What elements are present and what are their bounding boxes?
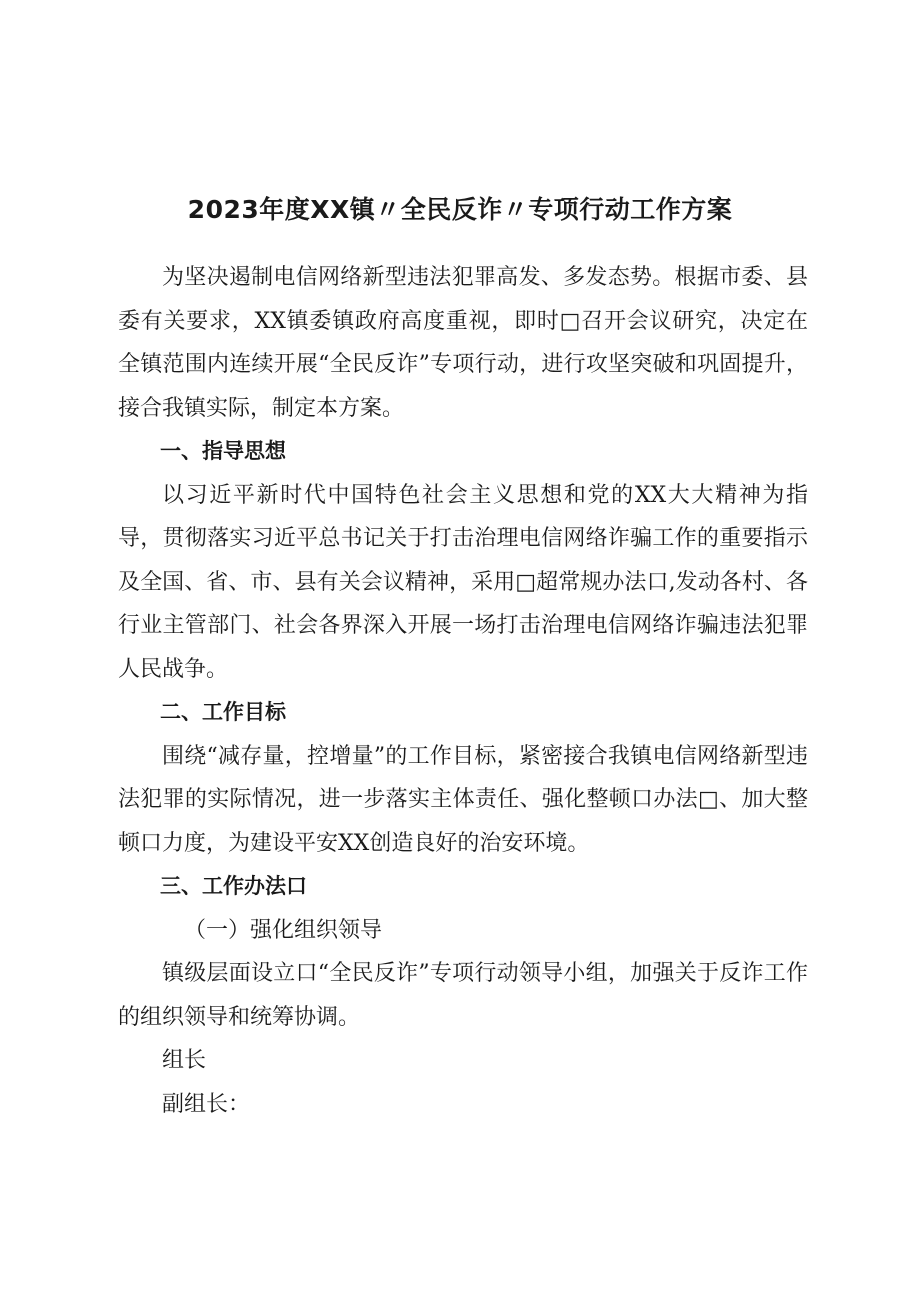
section-3-subheading-1: （一）强化组织领导 <box>184 917 383 943</box>
section-2-heading: 二、工作目标 <box>160 700 286 724</box>
section-3-heading: 三、工作办法口 <box>160 874 307 898</box>
section-1-paragraph: 以习近平新时代中国特色社会主义思想和党的XX大大精神为指导，贯彻落实习近平总书记关于打击治理电信网络诈骗工作的重要指示及全国、省、市、县有关会议精神，采用□超常规办法口,发动各村、各行业主管部门、社会各界深入开展一场打击治理电信网络诈骗违法犯罪人民战争。 <box>118 482 808 682</box>
section-3-paragraph-1: 镇级层面设立口“全民反诈”专项行动领导小组，加强关于反诈工作的组织领导和统筹协调。 <box>118 961 808 1030</box>
leader-label: 组长 <box>162 1048 207 1073</box>
section-2-paragraph: 围绕“减存量，控增量”的工作目标，紧密接合我镇电信网络新型违法犯罪的实际情况，进一步落实主体责任、强化整顿口办法□、加大整顿口力度，为建设平安XX创造良好的治安环境。 <box>118 743 808 856</box>
document-title: 2023年度XX镇〃全民反诈〃专项行动工作方案 <box>187 195 733 224</box>
deputy-leader-label: 副组长： <box>162 1091 251 1117</box>
document-body <box>118 256 808 1126</box>
intro-paragraph: 为坚决遏制电信网络新型违法犯罪高发、多发态势。根据市委、县委有关要求，XX镇委镇政府高度重视，即时□召开会议研究，决定在全镇范围内连续开展“全民反诈”专项行动，进行攻坚突破和巩固提升，接合我镇实际，制定本方案。 <box>118 265 808 421</box>
section-1-heading: 一、指导思想 <box>160 439 286 463</box>
